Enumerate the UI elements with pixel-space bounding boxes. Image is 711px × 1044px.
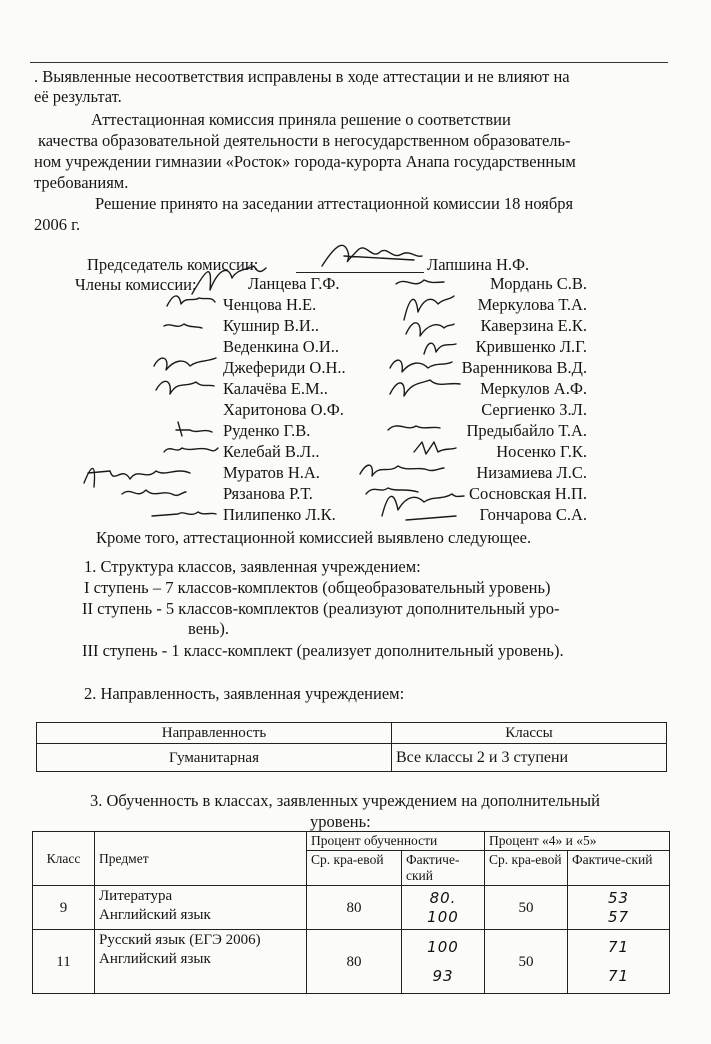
table-cell xyxy=(402,930,485,994)
table-cell xyxy=(95,930,307,994)
member-name-left: Джефериди О.Н.. xyxy=(223,358,346,377)
section1-title: 1. Структура классов, заявленная учреждением: xyxy=(84,557,421,576)
member-name-right: Гончарова С.А. xyxy=(479,505,587,524)
section3-title-line-1: 3. Обученность в классах, заявленных учреждением на дополнительный xyxy=(90,791,600,810)
meeting-line-2: 2006 г. xyxy=(34,215,81,234)
table-header-cell: Направленность xyxy=(37,723,392,744)
member-name-right: Сосновская Н.П. xyxy=(469,484,587,503)
section3-title-line-2: уровень: xyxy=(310,812,371,831)
subject-line: Английский язык xyxy=(99,951,211,967)
member-signature xyxy=(376,486,466,526)
member-signature xyxy=(160,316,205,336)
member-signature xyxy=(384,418,444,438)
intro-line-1: . Выявленные несоответствия исправлены в ходе аттестации и не влияют на xyxy=(34,67,570,86)
top-rule xyxy=(30,62,668,63)
member-signature xyxy=(384,374,464,400)
handwritten-value: 71 xyxy=(607,937,630,956)
member-name-left: Муратов Н.А. xyxy=(223,463,320,482)
member-name-left: Ченцова Н.Е. xyxy=(223,295,317,314)
chair-signature xyxy=(318,238,426,272)
member-name-left: Рязанова Р.Т. xyxy=(223,484,313,503)
decision-line-4: требованиям. xyxy=(34,173,129,192)
member-name-right: Меркулова Т.А. xyxy=(477,295,587,314)
member-name-right: Каверзина Е.К. xyxy=(480,316,587,335)
table-header-cell: Фактиче-ский xyxy=(568,851,670,886)
table-row xyxy=(33,886,670,930)
handwritten-value: 80. xyxy=(429,888,457,907)
table-header-cell: Фактиче-ский xyxy=(402,851,485,886)
table-header-cell: Классы xyxy=(392,723,667,744)
handwritten-value: 100 xyxy=(427,907,459,926)
table-row xyxy=(37,744,667,772)
decision-line-1: Аттестационная комиссия приняла решение о соответствии xyxy=(91,110,511,129)
member-signature xyxy=(163,290,218,310)
section1-line-3: III ступень - 1 класс-комплект (реализует дополнительный уровень). xyxy=(82,641,564,660)
table-row xyxy=(33,930,670,994)
table-cell xyxy=(95,886,307,930)
table-cell: 9 xyxy=(33,886,95,930)
also-found-line: Кроме того, аттестационной комиссией выявлено следующее. xyxy=(96,528,532,547)
member-name-left: Калачёва Е.М.. xyxy=(223,379,328,398)
decision-line-2: качества образовательной деятельности в негосударственном образователь- xyxy=(38,131,571,150)
member-name-right: Мордань С.В. xyxy=(489,274,587,293)
table-row xyxy=(37,723,667,744)
handwritten-value: 100 xyxy=(427,937,459,956)
handwritten-value: 71 xyxy=(607,966,630,985)
table-header-cell: Предмет xyxy=(95,832,307,886)
table-cell xyxy=(402,886,485,930)
table-cell: 11 xyxy=(33,930,95,994)
table-header-cell: Процент «4» и «5» xyxy=(485,832,670,851)
table-cell: 50 xyxy=(485,930,568,994)
focus-table xyxy=(36,722,667,772)
member-name-right: Варенникова В.Д. xyxy=(461,358,587,377)
table-cell: Все классы 2 и 3 ступени xyxy=(392,744,667,772)
member-signature xyxy=(152,374,217,398)
member-signature xyxy=(148,504,218,524)
table-cell: 80 xyxy=(307,930,402,994)
member-signature xyxy=(150,352,220,376)
table-header-cell: Ср. кра-евой xyxy=(485,851,568,886)
meeting-line-1: Решение принято на заседании аттестационной комиссии 18 ноября xyxy=(95,194,574,213)
table-header-cell: Процент обученности xyxy=(307,832,485,851)
chair-name: Лапшина Н.Ф. xyxy=(427,255,530,274)
subject-line: Литература xyxy=(99,888,173,904)
section1-line-2: II ступень - 5 классов-комплектов (реализуют дополнительный уро- xyxy=(82,599,560,618)
table-row xyxy=(33,832,670,851)
member-signature xyxy=(386,354,456,376)
table-header-cell: Класс xyxy=(33,832,95,886)
member-name-right: Носенко Г.К. xyxy=(496,442,587,461)
chair-signature-line xyxy=(296,272,424,273)
results-table xyxy=(32,831,670,994)
chair-label: Председатель комиссии: xyxy=(87,255,259,274)
intro-line-2: её результат. xyxy=(34,87,122,106)
member-signature xyxy=(160,440,220,460)
member-name-left: Руденко Г.В. xyxy=(223,421,311,440)
member-name-left: Пилипенко Л.К. xyxy=(223,505,336,524)
subject-line: Английский язык xyxy=(99,907,211,923)
subject-line: Русский язык (ЕГЭ 2006) xyxy=(99,932,261,948)
decision-line-3: ном учреждении гимназии «Росток» города-курорта Анапа государственным xyxy=(34,152,576,171)
member-name-right: Меркулов А.Ф. xyxy=(480,379,587,398)
member-signature xyxy=(356,458,446,482)
section1-line-2b: вень). xyxy=(188,619,229,638)
member-name-left: Харитонова О.Ф. xyxy=(223,400,344,419)
table-cell: 50 xyxy=(485,886,568,930)
member-signature xyxy=(118,482,188,506)
member-name-right: Крившенко Л.Г. xyxy=(475,337,587,356)
table-cell xyxy=(568,886,670,930)
member-signature xyxy=(410,438,460,458)
member-name-right: Предыбайло Т.А. xyxy=(466,421,587,440)
table-header-cell: Ср. кра-евой xyxy=(307,851,402,886)
handwritten-value: 53 xyxy=(607,888,630,907)
table-cell: Гуманитарная xyxy=(37,744,392,772)
section2-title: 2. Направленность, заявленная учреждением: xyxy=(84,684,405,703)
handwritten-value: 57 xyxy=(607,907,630,926)
table-cell: 80 xyxy=(307,886,402,930)
member-name-left: Келебай В.Л.. xyxy=(223,442,320,461)
member-signature xyxy=(172,418,222,442)
members-label: Члены комиссии: xyxy=(75,275,197,294)
member-name-left: Ланцева Г.Ф. xyxy=(248,274,340,293)
member-name-left: Кушнир В.И.. xyxy=(223,316,320,335)
handwritten-value: 93 xyxy=(432,966,454,985)
member-name-right: Сергиенко З.Л. xyxy=(481,400,587,419)
section1-line-1: I ступень – 7 классов-комплектов (общеобразовательный уровень) xyxy=(84,578,551,597)
table-cell xyxy=(568,930,670,994)
member-name-left: Веденкина О.И.. xyxy=(223,337,339,356)
member-name-right: Низамиева Л.С. xyxy=(476,463,587,482)
